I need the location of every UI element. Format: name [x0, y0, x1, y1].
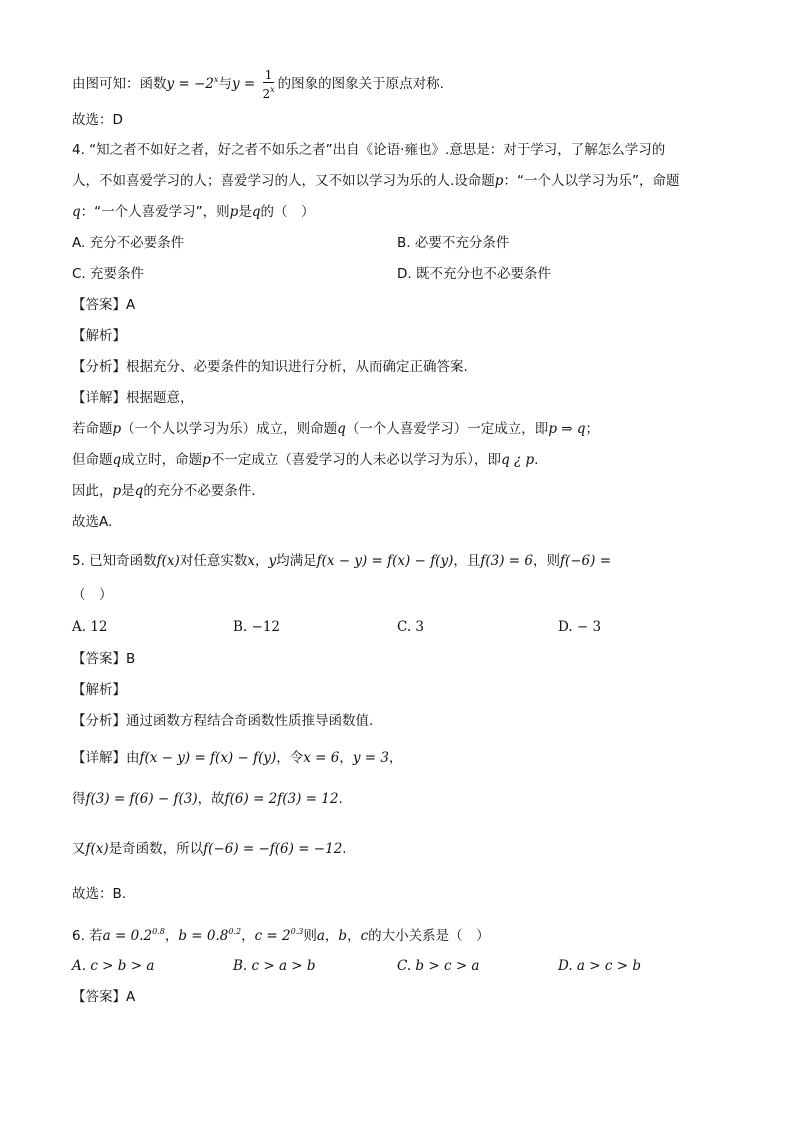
q6-option-b: B. c > a > b: [233, 958, 316, 974]
q6-option-d: D. a > c > b: [558, 958, 641, 974]
q5-option-b: B. −12: [233, 619, 280, 635]
q6-c-expr: $c = 2^{0.3}$: [254, 927, 304, 944]
q4-option-d: D. 既不充分也不必要条件: [397, 266, 551, 282]
q4-xiangjie: 【详解】根据题意，: [72, 390, 194, 406]
q5-fenxi: 【分析】通过函数方程结合奇函数性质推导函数值.: [72, 713, 374, 729]
q5-stem-line1: 5. 已知奇函数f(x)对任意实数x，y均满足f(x − y) = f(x) − f(y)，且f(3) = 6，则f(−6) =: [72, 553, 612, 569]
q5-detail-line2: 得f(3) = f(6) − f(3)，故f(6) = 2f(3) = 12.: [72, 791, 343, 807]
q4-stem-line1: 4. “知之者不如好之者，好之者不如乐之者”出自《论语·雍也》.意思是：对于学习，了解怎么学习的: [72, 142, 666, 158]
q6-stem: 6. 若$a = 0.2^{0.8}$，$b = 0.8^{0.2}$，$c = 2^{0.3}$则a，b，c的大小关系是（ ）: [72, 927, 490, 944]
q6-a-expr: $a = 0.2^{0.8}$: [102, 927, 165, 944]
q4-detail-line2: 但命题q成立时，命题p不一定成立（喜爱学习的人未必以学习为乐），即q ¿ p.: [72, 452, 539, 468]
q6-option-a: A. c > b > a: [72, 958, 155, 974]
q5-detail-line1: 【详解】由f(x − y) = f(x) − f(y)，令x = 6，y = 3，: [72, 750, 403, 766]
q5-paren: （ ）: [72, 587, 113, 603]
q4-option-c: C. 充要条件: [72, 266, 145, 282]
q4-stem-line2: 人，不如喜爱学习的人；喜爱学习的人，又不如以学习为乐的人.设命题p：“一个人以学习为乐”，命题: [72, 173, 680, 189]
q4-detail-line3: 因此，p是q的充分不必要条件.: [72, 483, 256, 499]
conclusion-text-before: 由图可知：函数: [72, 76, 167, 92]
expr-y-eq: y =: [231, 76, 260, 92]
q5-jiexi: 【解析】: [72, 682, 126, 698]
q4-choose: 故选A.: [72, 514, 113, 530]
q5-detail-line3: 又f(x)是奇函数，所以f(−6) = −f(6) = −12.: [72, 841, 347, 857]
conclusion-text-mid: 与: [218, 76, 232, 92]
expr-neg-power: $y = -2^x$: [166, 75, 219, 92]
q4-jiexi: 【解析】: [72, 328, 126, 344]
q4-stem-line3: q：“一个人喜爱学习”，则p是q的（ ）: [72, 204, 315, 220]
conclusion-text-after: 的图象的图象关于原点对称.: [277, 76, 444, 92]
q6-answer: 【答案】A: [72, 989, 136, 1005]
q4-detail-line1: 若命题p（一个人以学习为乐）成立，则命题q（一个人喜爱学习）一定成立，即p ⇒ q；: [72, 421, 599, 437]
q4-option-b: B. 必要不充分条件: [397, 235, 510, 251]
q5-option-c: C. 3: [397, 619, 425, 635]
answer-prev: 故选：D: [72, 112, 123, 128]
q4-fenxi: 【分析】根据充分、必要条件的知识进行分析，从而确定正确答案.: [72, 359, 468, 375]
q6-option-c: C. b > c > a: [397, 958, 480, 974]
q4-option-a: A. 充分不必要条件: [72, 235, 185, 251]
q4-answer: 【答案】A: [72, 297, 136, 313]
q5-option-a: A. 12: [72, 619, 108, 635]
q6-b-expr: $b = 0.8^{0.2}$: [178, 927, 242, 944]
q5-option-d: D. − 3: [558, 619, 602, 635]
q5-answer: 【答案】B: [72, 651, 136, 667]
conclusion-line: [72, 66, 444, 101]
q5-choose: 故选：B.: [72, 886, 127, 902]
fraction: $\frac{1}{2^x}$: [262, 67, 275, 101]
